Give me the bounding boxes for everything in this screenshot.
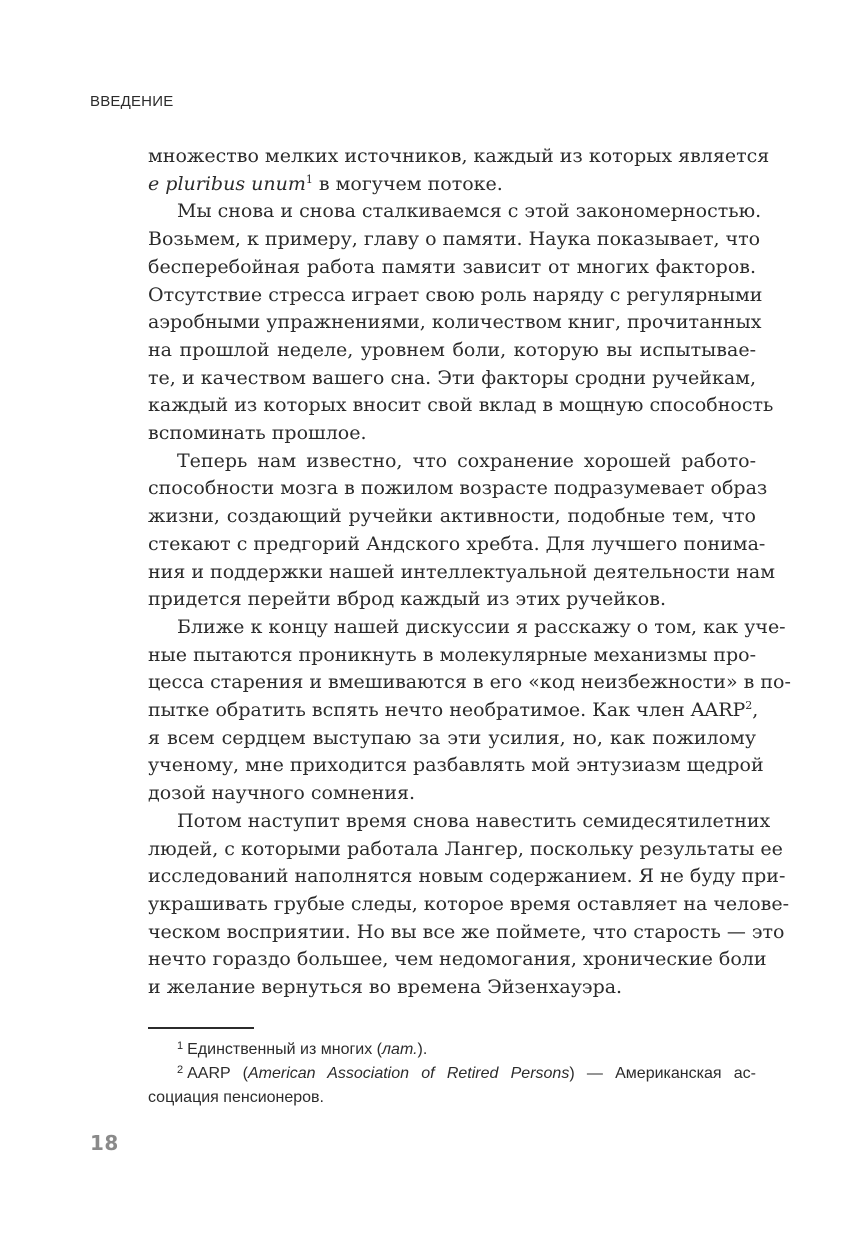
italic-text: лат. xyxy=(382,1041,418,1058)
text-line xyxy=(148,752,764,780)
text-line xyxy=(148,475,768,503)
footnote-reference: 2 xyxy=(745,699,753,713)
text-line xyxy=(148,974,756,1002)
text-run: стекают с предгорий Андского хребта. Для лучшего понима- xyxy=(148,532,766,555)
text-line xyxy=(148,365,756,393)
text-run: придется перейти вброд каждый из этих ручейков. xyxy=(148,588,666,611)
text-line xyxy=(148,836,783,864)
text-run: дозой научного сомнения. xyxy=(148,782,416,805)
text-line xyxy=(148,697,759,725)
text-line xyxy=(148,780,756,808)
text-line xyxy=(148,448,756,476)
footnote xyxy=(148,1038,756,1062)
text-run: Возьмем, к примеру, главу о памяти. Наука показывает, что xyxy=(148,228,761,251)
text-line xyxy=(148,863,786,891)
running-head: ВВЕДЕНИЕ xyxy=(90,93,174,110)
text-run: аэробными упражнениями, количеством книг, прочитанных xyxy=(148,311,762,334)
text-run: множество мелких источников, каждый из которых является xyxy=(148,145,770,167)
text-run: украшивать грубые следы, которое время оставляет на челове- xyxy=(148,892,790,915)
text-run: на прошлой неделе, уровнем боли, которую вы испытывае- xyxy=(148,338,756,361)
text-line xyxy=(148,282,763,310)
text-run: Потом наступит время снова навестить семидесятилетних xyxy=(177,809,771,832)
text-run: вспоминать прошлое. xyxy=(148,422,367,445)
footnote-line xyxy=(148,1038,756,1062)
text-line xyxy=(148,725,756,753)
footnote-line xyxy=(148,1062,756,1086)
text-run: людей, с которыми работала Лангер, поскольку результаты ее xyxy=(148,837,783,860)
text-line xyxy=(148,808,771,836)
text-run: Отсутствие стресса играет свою роль наряду с регулярными xyxy=(148,283,763,306)
text-run: в могучем потоке. xyxy=(312,172,503,195)
text-run: социация пенсионеров. xyxy=(148,1089,324,1106)
text-line xyxy=(148,669,791,697)
text-line xyxy=(148,143,770,171)
paragraph xyxy=(148,808,790,1002)
footnote-divider xyxy=(148,1027,254,1029)
text-line xyxy=(148,503,756,531)
paragraph xyxy=(148,143,770,198)
text-run: Единственный из многих ( xyxy=(187,1041,383,1058)
page-number: 18 xyxy=(90,1131,119,1155)
text-run: исследований наполнятся новым содержанием. Я не буду при- xyxy=(148,865,786,888)
text-run: бесперебойная работа памяти зависит от многих факторов. xyxy=(148,255,756,278)
text-run: ) — Американская ас- xyxy=(569,1065,756,1082)
italic-text: e pluribus unum xyxy=(148,172,306,195)
text-line xyxy=(148,254,756,282)
text-run: ческом восприятии. Но вы все же поймете, что старость — это xyxy=(148,920,785,943)
text-line xyxy=(148,586,756,614)
footnotes xyxy=(148,1038,756,1110)
text-line xyxy=(148,919,785,947)
text-line xyxy=(148,642,756,670)
text-run: AARP ( xyxy=(187,1065,248,1082)
text-line xyxy=(148,531,766,559)
text-run: жизни, создающий ручейки активности, подобные тем, что xyxy=(148,505,756,528)
text-run: ). xyxy=(417,1041,428,1058)
text-run: цесса старения и вмешиваются в его «код неизбежности» в по- xyxy=(148,671,791,694)
text-run: ные пытаются проникнуть в молекулярные механизмы про- xyxy=(148,643,756,666)
text-run: , xyxy=(752,699,759,722)
text-line xyxy=(148,946,767,974)
text-run: ния и поддержки нашей интеллектуальной деятельности нам xyxy=(148,560,776,583)
text-line xyxy=(148,198,762,226)
text-line xyxy=(148,337,756,365)
text-line xyxy=(148,891,790,919)
footnote-number: 2 xyxy=(177,1064,184,1076)
paragraph xyxy=(148,448,776,614)
paragraph xyxy=(148,198,774,447)
text-run: каждый из которых вносит свой вклад в мощную способность xyxy=(148,394,774,417)
text-run: и желание вернуться во времена Эйзенхауэра. xyxy=(148,976,623,999)
footnote-number: 1 xyxy=(177,1040,184,1052)
body-text xyxy=(148,143,791,1002)
text-run: способности мозга в пожилом возрасте подразумевает образ xyxy=(148,477,768,500)
text-line xyxy=(148,226,761,254)
text-run: ученому, мне приходится разбавлять мой энтузиазм щедрой xyxy=(148,754,764,777)
text-run: Ближе к концу нашей дискуссии я расскажу о том, как уче- xyxy=(177,615,786,638)
text-run: Теперь нам известно, что сохранение хорошей работо- xyxy=(177,449,756,472)
text-run: те, и качеством вашего сна. Эти факторы сродни ручейкам, xyxy=(148,366,756,389)
text-run: я всем сердцем выступаю за эти усилия, но, как пожилому xyxy=(148,726,756,749)
text-line xyxy=(148,309,762,337)
italic-text: American Association of Retired Persons xyxy=(247,1065,570,1082)
footnote xyxy=(148,1062,756,1110)
text-run: пытке обратить вспять нечто необратимое. Как член AARP xyxy=(148,699,746,722)
paragraph xyxy=(148,614,791,808)
text-line xyxy=(148,392,774,420)
text-line xyxy=(148,420,756,448)
footnote-line xyxy=(148,1086,756,1110)
text-run: нечто гораздо большее, чем недомогания, хронические боли xyxy=(148,948,767,971)
text-line xyxy=(148,171,756,199)
text-line xyxy=(148,614,786,642)
text-line xyxy=(148,559,776,587)
text-run: Мы снова и снова сталкиваемся с этой закономерностью. xyxy=(177,200,762,223)
footnote-reference: 1 xyxy=(305,172,313,186)
